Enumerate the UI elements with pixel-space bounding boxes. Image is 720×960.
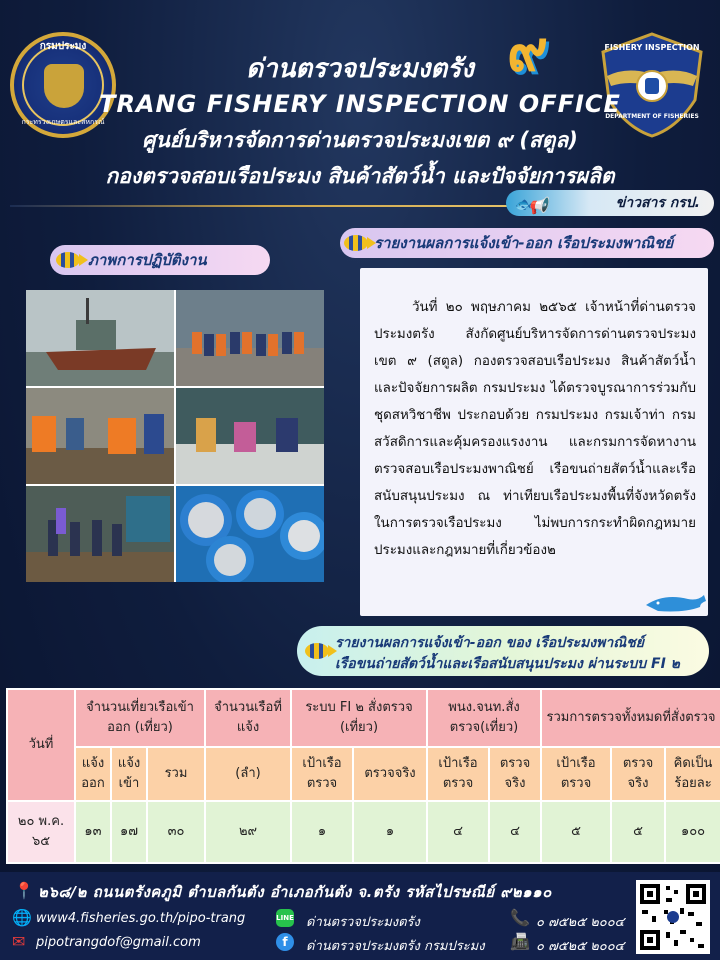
cell-target-officer: ๔ — [427, 801, 489, 863]
vessel-inspection-table — [6, 688, 720, 864]
website-link[interactable]: www4.fisheries.go.th/pipo-trang — [36, 911, 246, 926]
sub-actual-total: ตรวจจริง — [611, 747, 665, 801]
col-boats: จำนวนเรือที่แจ้ง — [205, 689, 291, 747]
sub-in: แจ้งเข้า — [111, 747, 147, 801]
report-label-text: รายงานผลการแจ้งเข้า-ออก เรือประมงพาณิชย์ — [374, 234, 674, 252]
cell-percent: ๑๐๐ — [665, 801, 720, 863]
report-text-box — [360, 268, 708, 616]
cell-actual-total: ๕ — [611, 801, 665, 863]
phone-number: ๐ ๗๕๒๕ ๒๐๐๔ — [536, 915, 625, 930]
cell-target-total: ๕ — [541, 801, 611, 863]
operations-label-text: ภาพการปฏิบัติงาน — [88, 251, 207, 269]
photo-crew-interview — [26, 486, 174, 582]
news-label: ข่าวสาร กรป. — [615, 195, 700, 211]
globe-icon: 🌐 — [12, 908, 32, 927]
header-divider — [10, 205, 520, 207]
photo-inspection-on-deck — [26, 388, 174, 484]
table-row — [7, 801, 720, 863]
whale-icon — [644, 591, 708, 613]
email-link[interactable]: pipotrangdof@gmail.com — [36, 935, 201, 950]
logo-text-top: กรมประมง — [39, 41, 87, 52]
photo-fish-catch-containers — [176, 486, 324, 582]
news-label-pill — [506, 190, 714, 216]
emblem-text-top: FISHERY INSPECTION — [604, 43, 700, 52]
sub-actual-fi2: ตรวจจริง — [353, 747, 427, 801]
operations-photos-label — [50, 245, 270, 275]
office-title-thai: ด่านตรวจประมงตรัง — [246, 54, 474, 84]
fax-number: ๐ ๗๕๒๕ ๒๐๐๔ — [536, 939, 625, 954]
fish-icon — [56, 252, 80, 268]
col-officer: พนง.จนท.สั่งตรวจ(เที่ยว) — [427, 689, 541, 747]
cell-date: ๒๐ พ.ค. ๖๕ — [7, 801, 75, 863]
sub-unit: (ลำ) — [205, 747, 291, 801]
facebook-icon: f — [276, 933, 294, 951]
sub-target-officer: เป้าเรือตรวจ — [427, 747, 489, 801]
region-number-badge: ๙ — [507, 18, 549, 84]
fax-icon: 📠 — [510, 932, 530, 951]
office-title-english: TRANG FISHERY INSPECTION OFFICE — [99, 90, 621, 118]
cell-target-fi2: ๑ — [291, 801, 353, 863]
photo-document-check — [176, 388, 324, 484]
fi2-label-line1: รายงานผลการแจ้งเข้า-ออก ของ เรือประมงพาณิชย์ — [335, 635, 644, 651]
location-pin-icon: 📍 — [14, 881, 34, 900]
sub-percent: คิดเป็นร้อยละ — [665, 747, 720, 801]
report-section-label — [340, 228, 714, 258]
sub-sum: รวม — [147, 747, 205, 801]
report-paragraph: วันที่ ๒๐ พฤษภาคม ๒๕๖๕ เจ้าหน้าที่ด่านตรวจประมงตรัง สังกัดศูนย์บริหารจัดการด่านตรวจประมง เขต ๙ (สตูล) กองตรวจสอบเรือประมง สินค้าสัตว์น้ำ และปัจจัยการผลิต กรมประมง ได้ตรวจบูรณาการร่วมกับชุดสหวิชาชีพ ประกอบด้วย กรมประมง กรมเจ้าท่า กรมสวัสดิการและคุ้มครองแรงงาน และกรมการจัดหางาน ตรวจสอบเรือประมงพาณิชย์ เรือขนถ่ายสัตว์น้ำและเรือสนับสนุนประมง ณ ท่าเทียบเรือประมงพื้นที่จังหวัดตรัง ในการตรวจเรือประมง ไม่พบการกระทำผิดกฎหมายประมงและกฎหมายที่เกี่ยวข้อง๒ — [374, 300, 696, 558]
table-header-row — [7, 689, 720, 747]
photo-fishing-boat — [26, 290, 174, 386]
regional-center-subtitle: ศูนย์บริหารจัดการด่านตรวจประมงเขต ๙ (สตูล) — [142, 128, 578, 152]
megaphone-icon: 📢 — [528, 196, 548, 215]
fi2-label-line2: เรือขนถ่ายสัตว์น้ำและเรือสนับสนุนประมง ผ่านระบบ FI ๒ — [335, 656, 680, 672]
sub-actual-officer: ตรวจจริง — [489, 747, 541, 801]
logo-text-bottom: กระทรวงเกษตรและสหกรณ์ — [21, 118, 105, 126]
division-subtitle: กองตรวจสอบเรือประมง สินค้าสัตว์น้ำ และปัจจัยการผลิต — [105, 164, 615, 188]
col-total: รวมการตรวจทั้งหมดที่สั่งตรวจ — [541, 689, 720, 747]
line-app-icon: LINE — [276, 909, 294, 927]
sub-out: แจ้งออก — [75, 747, 111, 801]
photo-team-group — [176, 290, 324, 386]
cell-actual-officer: ๔ — [489, 801, 541, 863]
col-fi2: ระบบ FI ๒ สั่งตรวจ (เที่ยว) — [291, 689, 427, 747]
col-date: วันที่ — [7, 689, 75, 801]
cell-boats: ๒๙ — [205, 801, 291, 863]
fi2-report-label — [297, 626, 709, 676]
fish-icon — [305, 643, 329, 659]
operations-photo-collage — [26, 290, 324, 582]
emblem-text-bottom: DEPARTMENT OF FISHERIES — [605, 113, 699, 120]
line-account-link[interactable]: ด่านตรวจประมงตรัง — [306, 915, 420, 930]
cell-sum: ๓๐ — [147, 801, 205, 863]
table-subheader-row — [7, 747, 720, 801]
cell-out: ๑๓ — [75, 801, 111, 863]
col-trips: จำนวนเที่ยวเรือเข้าออก (เที่ยว) — [75, 689, 205, 747]
office-address: ๒๖๘/๒ ถนนตรังคภูมิ ตำบลกันตัง อำเภอกันตัง จ.ตรัง รหัสไปรษณีย์ ๙๒๑๑๐ — [38, 883, 552, 901]
cell-actual-fi2: ๑ — [353, 801, 427, 863]
fish-icon: 🐟 — [514, 197, 532, 213]
facebook-page-link[interactable]: ด่านตรวจประมงตรัง กรมประมง — [306, 939, 485, 954]
cell-in: ๑๗ — [111, 801, 147, 863]
email-icon: ✉ — [12, 932, 26, 951]
qr-code[interactable] — [636, 880, 710, 954]
sub-target-total: เป้าเรือตรวจ — [541, 747, 611, 801]
fish-icon — [344, 235, 368, 251]
phone-icon: 📞 — [510, 908, 530, 927]
sub-target-fi2: เป้าเรือตรวจ — [291, 747, 353, 801]
